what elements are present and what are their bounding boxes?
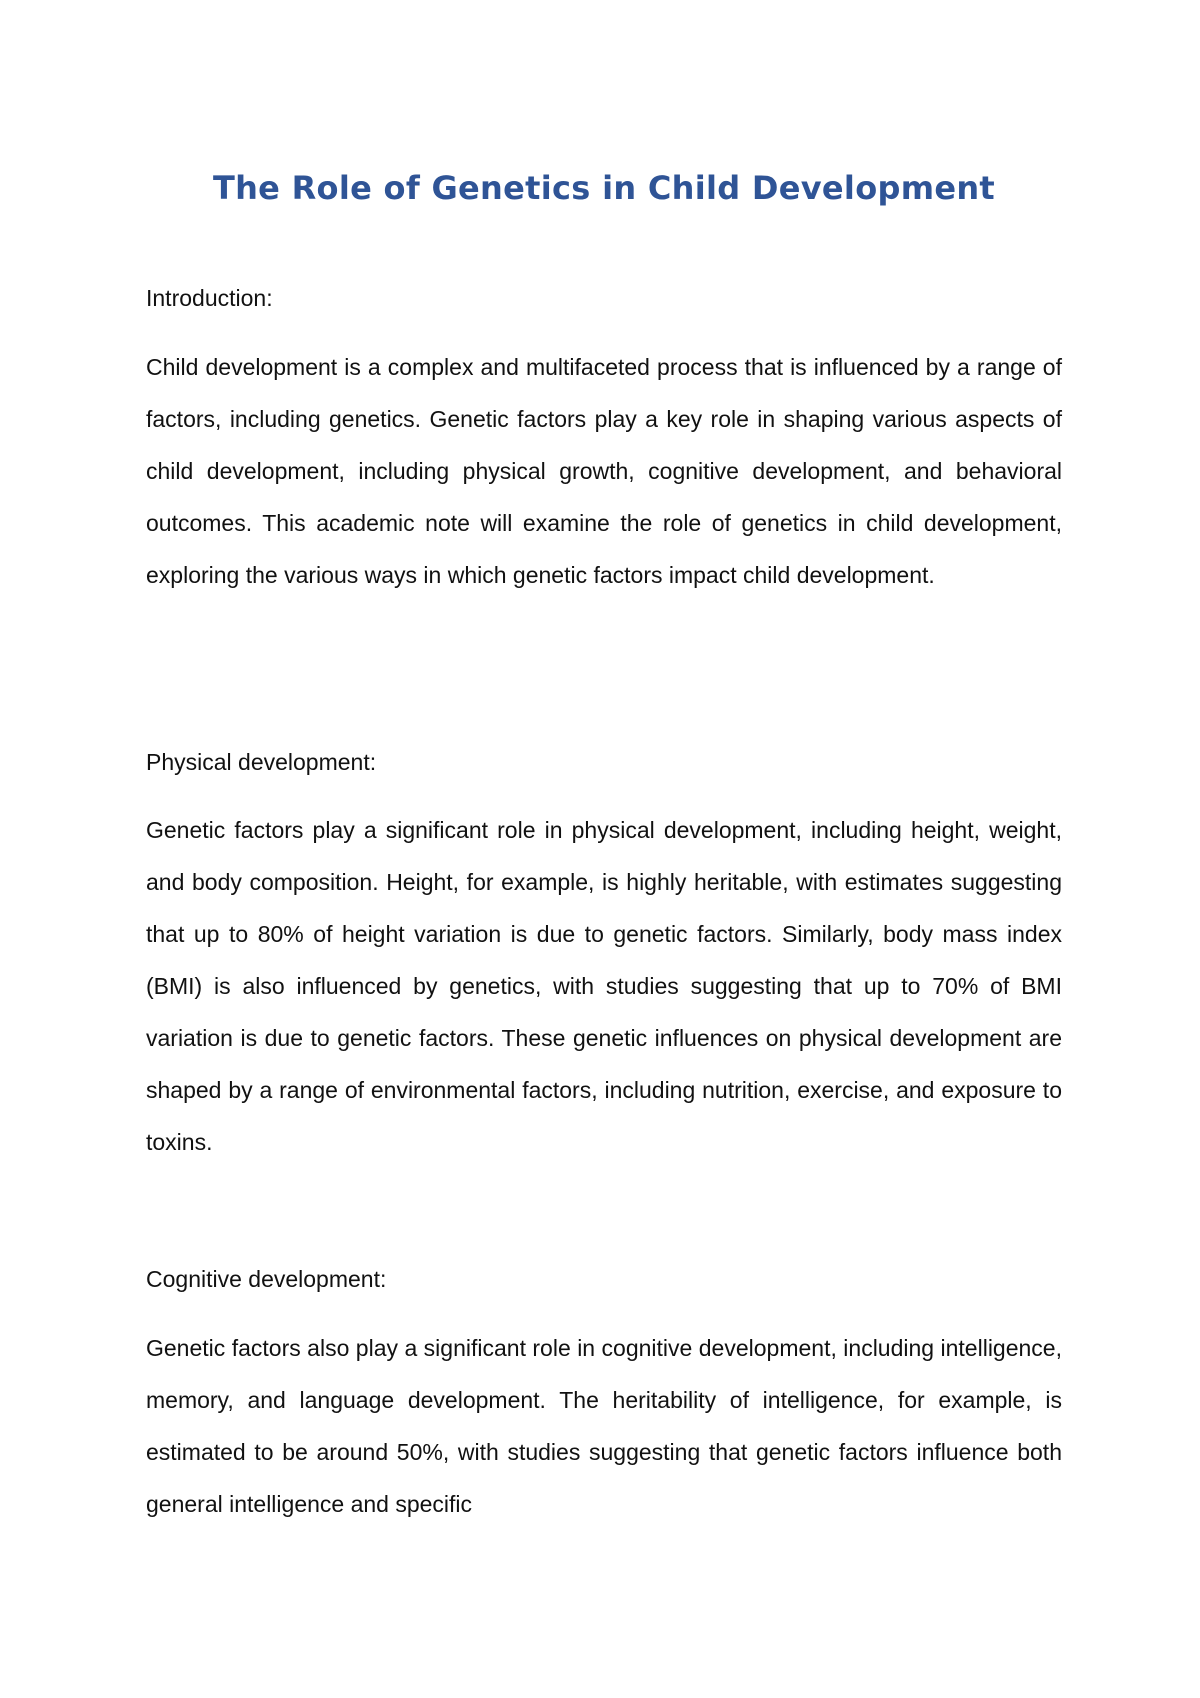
section-heading-introduction: Introduction:: [146, 285, 273, 311]
section-heading-physical-development: Physical development:: [146, 749, 377, 775]
section-paragraph-physical-development: Genetic factors play a significant role in physical development, including height, weight, and body composition. Height, for example, is highly heritable, with estimates suggesting that up to 80% of height variation is due to genetic factors. Similarly, body mass index (BMI) is also influenced by genetics, with studies suggesting that up to 70% of BMI variation is due to genetic factors. These genetic influences on physical development are shaped by a range of environmental factors, including nutrition, exercise, and exposure to toxins.: [146, 817, 1062, 1155]
document-title: The Role of Genetics in Child Development: [212, 169, 996, 207]
section-paragraph-introduction: Child development is a complex and multifaceted process that is influenced by a range of factors, including genetics. Genetic factors play a key role in shaping various aspects of child development, including physical growth, cognitive development, and behavioral outcomes. This academic note will examine the role of genetics in child development, exploring the various ways in which genetic factors impact child development.: [146, 354, 1062, 588]
section-heading-cognitive-development: Cognitive development:: [146, 1266, 387, 1292]
section-paragraph-cognitive-development: Genetic factors also play a significant role in cognitive development, including intelligence, memory, and language development. The heritability of intelligence, for example, is estimated to be around 50%, with studies suggesting that genetic factors influence both general intelligence and specific: [146, 1335, 1062, 1517]
